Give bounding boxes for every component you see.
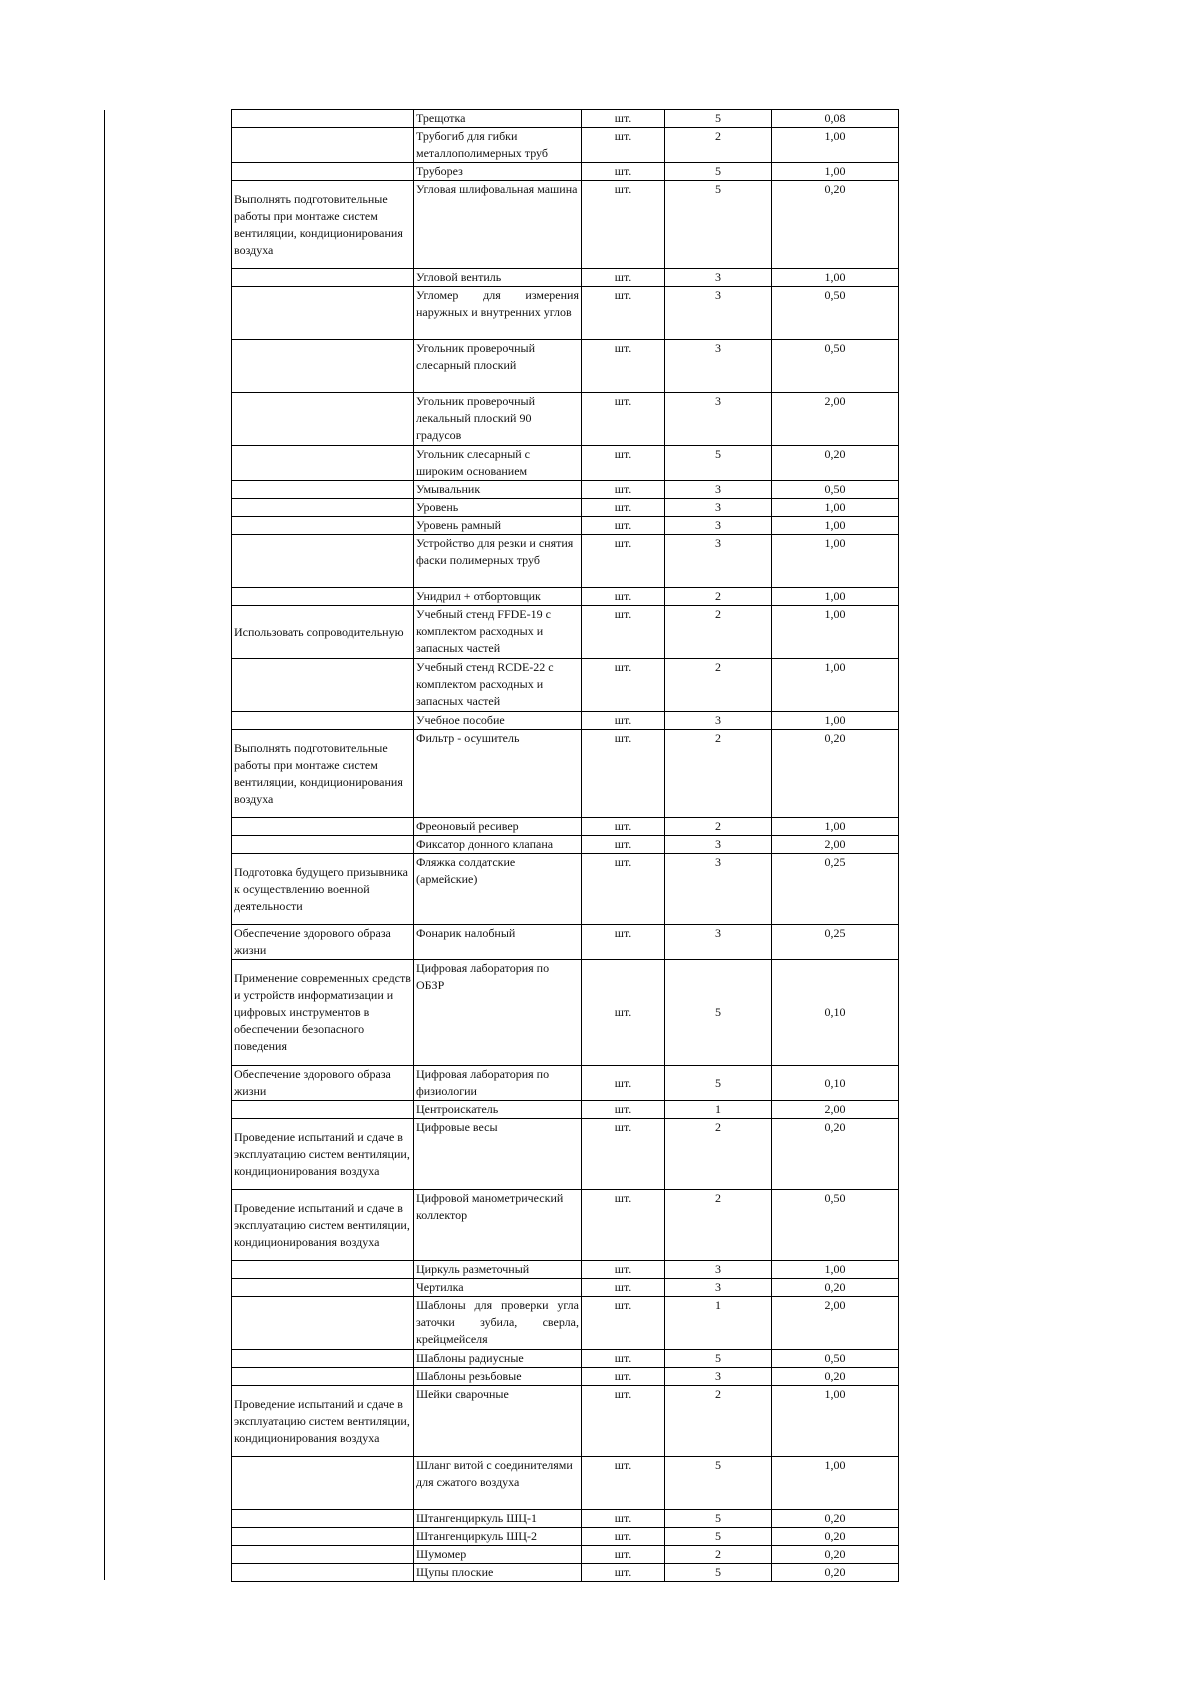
purpose-cell: Применение современных средств и устройств информатизации и цифровых инструментов в обеспечении безопасного поведения: [232, 960, 414, 1066]
name-cell: Учебное пособие: [414, 712, 582, 730]
unit-cell: шт.: [582, 854, 665, 925]
table-row: [232, 712, 899, 730]
quantity-cell: 3: [665, 535, 772, 588]
table-row: [232, 128, 899, 163]
table-row: [232, 606, 899, 659]
coefficient-cell: 0,20: [772, 1119, 899, 1190]
unit-cell: шт.: [582, 1101, 665, 1119]
purpose-cell: [232, 499, 414, 517]
purpose-cell: [232, 1297, 414, 1350]
quantity-cell: 2: [665, 1386, 772, 1457]
quantity-cell: 3: [665, 499, 772, 517]
unit-cell: шт.: [582, 1510, 665, 1528]
unit-cell: шт.: [582, 1066, 665, 1101]
unit-cell: шт.: [582, 1119, 665, 1190]
coefficient-cell: 2,00: [772, 393, 899, 446]
unit-cell: шт.: [582, 836, 665, 854]
purpose-cell: [232, 481, 414, 499]
unit-cell: шт.: [582, 499, 665, 517]
purpose-cell: [232, 128, 414, 163]
purpose-cell: [232, 1510, 414, 1528]
name-cell: Шаблоны резьбовые: [414, 1368, 582, 1386]
purpose-cell: [232, 535, 414, 588]
quantity-cell: 5: [665, 960, 772, 1066]
table-row: [232, 960, 899, 1066]
equipment-table-body: [232, 110, 899, 1582]
coefficient-cell: 0,20: [772, 730, 899, 818]
name-cell: Фонарик налобный: [414, 925, 582, 960]
quantity-cell: 2: [665, 606, 772, 659]
unit-cell: шт.: [582, 181, 665, 269]
table-row: [232, 1350, 899, 1368]
purpose-cell: [232, 1261, 414, 1279]
coefficient-cell: 1,00: [772, 535, 899, 588]
quantity-cell: 3: [665, 481, 772, 499]
table-row: [232, 1528, 899, 1546]
coefficient-cell: 0,20: [772, 446, 899, 481]
quantity-cell: 3: [665, 1261, 772, 1279]
quantity-cell: 5: [665, 110, 772, 128]
purpose-cell: [232, 1528, 414, 1546]
unit-cell: шт.: [582, 393, 665, 446]
name-cell: Унидрил + отбортовщик: [414, 588, 582, 606]
coefficient-cell: 0,20: [772, 1279, 899, 1297]
coefficient-cell: 0,50: [772, 287, 899, 340]
purpose-cell: [232, 836, 414, 854]
purpose-cell: [232, 110, 414, 128]
table-row: [232, 1510, 899, 1528]
name-cell: Устройство для резки и снятия фаски полимерных труб: [414, 535, 582, 588]
coefficient-cell: 0,25: [772, 854, 899, 925]
purpose-cell: [232, 1546, 414, 1564]
name-cell: Шаблоны для проверки угла заточки зубила, сверла, крейцмейселя: [414, 1297, 582, 1350]
coefficient-cell: 1,00: [772, 1386, 899, 1457]
table-row: [232, 1119, 899, 1190]
table-row: [232, 1101, 899, 1119]
quantity-cell: 1: [665, 1101, 772, 1119]
quantity-cell: 5: [665, 163, 772, 181]
table-row: [232, 854, 899, 925]
name-cell: Трещотка: [414, 110, 582, 128]
quantity-cell: 3: [665, 836, 772, 854]
quantity-cell: 3: [665, 287, 772, 340]
unit-cell: шт.: [582, 1386, 665, 1457]
unit-cell: шт.: [582, 712, 665, 730]
table-row: [232, 269, 899, 287]
unit-cell: шт.: [582, 1261, 665, 1279]
name-cell: Штангенциркуль ШЦ-2: [414, 1528, 582, 1546]
name-cell: Угольник проверочный слесарный плоский: [414, 340, 582, 393]
name-cell: Шейки сварочные: [414, 1386, 582, 1457]
quantity-cell: 3: [665, 925, 772, 960]
purpose-cell: Обеспечение здорового образа жизни: [232, 925, 414, 960]
table-row: [232, 393, 899, 446]
unit-cell: шт.: [582, 481, 665, 499]
purpose-cell: Выполнять подготовительные работы при монтаже систем вентиляции, кондиционирования воздуха: [232, 181, 414, 269]
table-row: [232, 499, 899, 517]
name-cell: Цифровая лаборатория по ОБЗР: [414, 960, 582, 1066]
quantity-cell: 1: [665, 1297, 772, 1350]
unit-cell: шт.: [582, 1564, 665, 1582]
table-row: [232, 659, 899, 712]
unit-cell: шт.: [582, 606, 665, 659]
quantity-cell: 2: [665, 818, 772, 836]
name-cell: Фреоновый ресивер: [414, 818, 582, 836]
unit-cell: шт.: [582, 1368, 665, 1386]
purpose-cell: Выполнять подготовительные работы при монтаже систем вентиляции, кондиционирования воздуха: [232, 730, 414, 818]
purpose-cell: [232, 1101, 414, 1119]
purpose-cell: Подготовка будущего призывника к осуществлению военной деятельности: [232, 854, 414, 925]
table-row: [232, 287, 899, 340]
name-cell: Цифровая лаборатория по физиологии: [414, 1066, 582, 1101]
name-cell: Фильтр - осушитель: [414, 730, 582, 818]
unit-cell: шт.: [582, 128, 665, 163]
coefficient-cell: 0,10: [772, 960, 899, 1066]
unit-cell: шт.: [582, 1297, 665, 1350]
coefficient-cell: 0,20: [772, 181, 899, 269]
name-cell: Шланг витой с соединителями для сжатого воздуха: [414, 1457, 582, 1510]
coefficient-cell: 0,20: [772, 1528, 899, 1546]
unit-cell: шт.: [582, 925, 665, 960]
margin-rule: [104, 110, 105, 1580]
unit-cell: шт.: [582, 1546, 665, 1564]
unit-cell: шт.: [582, 1190, 665, 1261]
unit-cell: шт.: [582, 163, 665, 181]
name-cell: Учебный стенд RCDE-22 с комплектом расходных и запасных частей: [414, 659, 582, 712]
quantity-cell: 2: [665, 1546, 772, 1564]
name-cell: Шумомер: [414, 1546, 582, 1564]
table-row: [232, 340, 899, 393]
coefficient-cell: 1,00: [772, 712, 899, 730]
table-row: [232, 1368, 899, 1386]
table-row: [232, 1261, 899, 1279]
coefficient-cell: 1,00: [772, 818, 899, 836]
name-cell: Труборез: [414, 163, 582, 181]
purpose-cell: Проведение испытаний и сдаче в эксплуатацию систем вентиляции, кондиционирования воздуха: [232, 1119, 414, 1190]
coefficient-cell: 1,00: [772, 659, 899, 712]
purpose-cell: [232, 818, 414, 836]
table-row: [232, 588, 899, 606]
name-cell: Учебный стенд FFDE-19 с комплектом расходных и запасных частей: [414, 606, 582, 659]
name-cell: Угловая шлифовальная машина: [414, 181, 582, 269]
quantity-cell: 3: [665, 393, 772, 446]
coefficient-cell: 2,00: [772, 1101, 899, 1119]
name-cell: Угломер для измерения наружных и внутренних углов: [414, 287, 582, 340]
name-cell: Штангенциркуль ШЦ-1: [414, 1510, 582, 1528]
quantity-cell: 2: [665, 730, 772, 818]
quantity-cell: 3: [665, 712, 772, 730]
unit-cell: шт.: [582, 818, 665, 836]
name-cell: Центроискатель: [414, 1101, 582, 1119]
purpose-cell: Использовать сопроводительную: [232, 606, 414, 659]
quantity-cell: 5: [665, 181, 772, 269]
quantity-cell: 3: [665, 1368, 772, 1386]
quantity-cell: 3: [665, 517, 772, 535]
purpose-cell: [232, 517, 414, 535]
quantity-cell: 3: [665, 340, 772, 393]
unit-cell: шт.: [582, 1350, 665, 1368]
name-cell: Умывальник: [414, 481, 582, 499]
quantity-cell: 2: [665, 128, 772, 163]
table-row: [232, 925, 899, 960]
table-row: [232, 446, 899, 481]
purpose-cell: [232, 712, 414, 730]
quantity-cell: 5: [665, 446, 772, 481]
purpose-cell: [232, 1368, 414, 1386]
name-cell: Фляжка солдатские (армейские): [414, 854, 582, 925]
quantity-cell: 3: [665, 854, 772, 925]
coefficient-cell: 1,00: [772, 588, 899, 606]
equipment-table: [231, 109, 899, 1582]
table-row: [232, 517, 899, 535]
coefficient-cell: 1,00: [772, 606, 899, 659]
coefficient-cell: 1,00: [772, 163, 899, 181]
quantity-cell: 2: [665, 659, 772, 712]
coefficient-cell: 0,20: [772, 1564, 899, 1582]
unit-cell: шт.: [582, 535, 665, 588]
unit-cell: шт.: [582, 269, 665, 287]
coefficient-cell: 0,20: [772, 1368, 899, 1386]
quantity-cell: 5: [665, 1350, 772, 1368]
table-row: [232, 110, 899, 128]
quantity-cell: 5: [665, 1457, 772, 1510]
coefficient-cell: 0,25: [772, 925, 899, 960]
name-cell: Циркуль разметочный: [414, 1261, 582, 1279]
unit-cell: шт.: [582, 1457, 665, 1510]
purpose-cell: [232, 163, 414, 181]
quantity-cell: 3: [665, 1279, 772, 1297]
unit-cell: шт.: [582, 340, 665, 393]
purpose-cell: Проведение испытаний и сдаче в эксплуатацию систем вентиляции, кондиционирования воздуха: [232, 1386, 414, 1457]
quantity-cell: 2: [665, 1119, 772, 1190]
unit-cell: шт.: [582, 659, 665, 712]
coefficient-cell: 0,50: [772, 1190, 899, 1261]
name-cell: Уровень: [414, 499, 582, 517]
quantity-cell: 2: [665, 588, 772, 606]
table-row: [232, 1564, 899, 1582]
coefficient-cell: 0,20: [772, 1546, 899, 1564]
table-row: [232, 1546, 899, 1564]
coefficient-cell: 1,00: [772, 1457, 899, 1510]
table-row: [232, 1066, 899, 1101]
purpose-cell: [232, 393, 414, 446]
name-cell: Цифровые весы: [414, 1119, 582, 1190]
name-cell: Угольник проверочный лекальный плоский 90 градусов: [414, 393, 582, 446]
table-row: [232, 481, 899, 499]
purpose-cell: [232, 269, 414, 287]
purpose-cell: [232, 446, 414, 481]
purpose-cell: [232, 340, 414, 393]
table-row: [232, 1386, 899, 1457]
quantity-cell: 5: [665, 1066, 772, 1101]
purpose-cell: [232, 1279, 414, 1297]
coefficient-cell: 2,00: [772, 836, 899, 854]
table-row: [232, 535, 899, 588]
table-row: [232, 1279, 899, 1297]
unit-cell: шт.: [582, 110, 665, 128]
coefficient-cell: 1,00: [772, 517, 899, 535]
unit-cell: шт.: [582, 588, 665, 606]
name-cell: Угловой вентиль: [414, 269, 582, 287]
unit-cell: шт.: [582, 287, 665, 340]
purpose-cell: [232, 588, 414, 606]
purpose-cell: [232, 287, 414, 340]
quantity-cell: 5: [665, 1564, 772, 1582]
coefficient-cell: 0,50: [772, 481, 899, 499]
table-row: [232, 1190, 899, 1261]
coefficient-cell: 0,08: [772, 110, 899, 128]
name-cell: Трубогиб для гибки металлополимерных труб: [414, 128, 582, 163]
coefficient-cell: 1,00: [772, 499, 899, 517]
coefficient-cell: 0,10: [772, 1066, 899, 1101]
unit-cell: шт.: [582, 1528, 665, 1546]
quantity-cell: 5: [665, 1528, 772, 1546]
quantity-cell: 3: [665, 269, 772, 287]
name-cell: Уровень рамный: [414, 517, 582, 535]
unit-cell: шт.: [582, 517, 665, 535]
name-cell: Угольник слесарный с широким основанием: [414, 446, 582, 481]
unit-cell: шт.: [582, 960, 665, 1066]
name-cell: Шаблоны радиусные: [414, 1350, 582, 1368]
coefficient-cell: 2,00: [772, 1297, 899, 1350]
purpose-cell: Проведение испытаний и сдаче в эксплуатацию систем вентиляции, кондиционирования воздуха: [232, 1190, 414, 1261]
purpose-cell: [232, 1457, 414, 1510]
coefficient-cell: 1,00: [772, 269, 899, 287]
name-cell: Чертилка: [414, 1279, 582, 1297]
table-row: [232, 1457, 899, 1510]
table-row: [232, 181, 899, 269]
table-row: [232, 163, 899, 181]
name-cell: Щупы плоские: [414, 1564, 582, 1582]
unit-cell: шт.: [582, 730, 665, 818]
purpose-cell: [232, 1350, 414, 1368]
quantity-cell: 5: [665, 1510, 772, 1528]
unit-cell: шт.: [582, 446, 665, 481]
table-row: [232, 818, 899, 836]
quantity-cell: 2: [665, 1190, 772, 1261]
purpose-cell: Обеспечение здорового образа жизни: [232, 1066, 414, 1101]
table-row: [232, 730, 899, 818]
purpose-cell: [232, 659, 414, 712]
coefficient-cell: 0,20: [772, 1510, 899, 1528]
coefficient-cell: 0,50: [772, 340, 899, 393]
coefficient-cell: 1,00: [772, 1261, 899, 1279]
name-cell: Цифровой манометрический коллектор: [414, 1190, 582, 1261]
purpose-cell: [232, 1564, 414, 1582]
coefficient-cell: 1,00: [772, 128, 899, 163]
table-row: [232, 836, 899, 854]
name-cell: Фиксатор донного клапана: [414, 836, 582, 854]
table-row: [232, 1297, 899, 1350]
coefficient-cell: 0,50: [772, 1350, 899, 1368]
unit-cell: шт.: [582, 1279, 665, 1297]
